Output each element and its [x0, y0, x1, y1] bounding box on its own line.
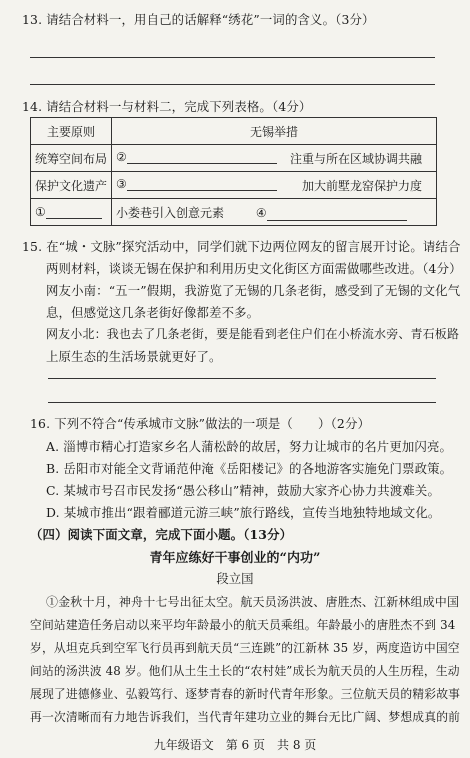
paragraph-line: 再一次清晰而有力地告诉我们，当代青年建功立业的舞台无比广阔、梦想成真的前 [30, 710, 461, 724]
paragraph-line: 展现了进德修业、弘毅笃行、逐梦青春的新时代青年形象。三位航天员的精彩故事 [30, 687, 461, 701]
article-title: 青年应练好干事创业的“内功” [149, 551, 321, 566]
question-15-line: 网友小北：我也去了几条老街，要是能看到老住户们在小桥流水旁、青石板路 [46, 327, 460, 341]
table-row [31, 172, 437, 199]
q15-answer-line-1[interactable] [48, 378, 436, 379]
q14-table [30, 117, 437, 226]
paragraph-line: 间站的汤洪波 48 岁。他们从土生土长的“农村娃”成长为航天员的人生历程，生动 [30, 664, 460, 678]
table-cell-principle: 统筹空间布局 [31, 145, 112, 172]
q16-option-c[interactable]: C. 某城市号召市民发扬“愚公移山”精神，鼓励大家齐心协力共渡难关。 [46, 483, 441, 498]
paragraph-line: 空间站建造任务启动以来平均年龄最小的航天员乘组。年龄最小的唐胜杰不到 34 [30, 618, 456, 632]
table-cell-measure[interactable] [112, 199, 437, 226]
q16-option-b[interactable]: B. 岳阳市对能全文背诵范仲淹《岳阳楼记》的各地游客实施免门票政策。 [46, 461, 453, 476]
question-16-stem: 16. 下列不符合“传承城市文脉”做法的一项是（ ）（2分） [30, 416, 371, 431]
table-header-cell: 主要原则 [31, 118, 112, 145]
q13-answer-line-1[interactable] [30, 57, 435, 58]
question-14: 14. 请结合材料一与材料二，完成下列表格。（4分） [22, 99, 312, 114]
q15-answer-line-2[interactable] [48, 402, 436, 403]
question-13: 13. 请结合材料一，用自己的话解释“绣花”一词的含义。（3分） [22, 12, 375, 27]
q16-option-d[interactable]: D. 某城市推出“跟着郦道元游三峡”旅行路线，宣传当地独特地域文化。 [46, 505, 441, 520]
answer-blank-3[interactable] [127, 178, 277, 191]
blank-marker: ② [116, 149, 127, 164]
blank-marker: ④ [255, 205, 267, 220]
answer-blank-1[interactable] [46, 206, 102, 219]
article-author: 段立国 [216, 571, 254, 586]
paragraph-line: ①金秋十月，神舟十七号出征太空。航天员汤洪波、唐胜杰、江新林组成中国 [46, 595, 460, 609]
blank-marker: ③ [116, 176, 127, 191]
table-cell-measure[interactable] [112, 172, 437, 199]
q13-answer-line-2[interactable] [30, 84, 435, 85]
measure-text: 注重与所在区域协调共融 [289, 151, 422, 166]
answer-blank-2[interactable] [127, 151, 277, 164]
table-header-row [31, 118, 437, 145]
page-footer: 九年级语文 第 6 页 共 8 页 [153, 738, 317, 752]
answer-blank-4[interactable] [267, 208, 407, 221]
question-15-line: 上原生态的生活场景就更好了。 [46, 349, 222, 364]
table-cell-measure[interactable] [112, 145, 437, 172]
question-15-line: 15. 在“城・文脉”探究活动中，同学们就下边两位网友的留言展开讨论。请结合 [22, 239, 461, 254]
measure-text: 加大前墅龙窑保护力度 [301, 178, 422, 193]
table-row [31, 145, 437, 172]
question-15-line: 息，但感觉这几条老街好像都差不多。 [46, 305, 260, 320]
table-header-cell: 无锡举措 [112, 118, 437, 145]
table-cell-principle: 保护文化遗产 [31, 172, 112, 199]
q16-option-a[interactable]: A. 淄博市精心打造家乡名人蒲松龄的故居，努力让城市的名片更加闪亮。 [46, 439, 453, 454]
question-15-line: 两则材料，谈谈无锡在保护和利用历史文化街区方面需做哪些改进。（4分） [46, 261, 462, 276]
paragraph-line: 岁，从坦克兵到空军飞行员再到航天员“三连跳”的江新林 35 岁，两度造访中国空 [30, 641, 460, 655]
question-15-line: 网友小南：“五一”假期，我游览了无锡的几条老街，感受到了无锡的文化气 [46, 283, 461, 298]
table-row [31, 199, 437, 226]
blank-marker: ① [35, 205, 46, 219]
measure-text: 小娄巷引入创意元素 [116, 205, 225, 220]
table-cell-principle[interactable] [31, 199, 112, 226]
section-4-heading: （四）阅读下面文章，完成下面小题。（13分） [30, 527, 293, 542]
